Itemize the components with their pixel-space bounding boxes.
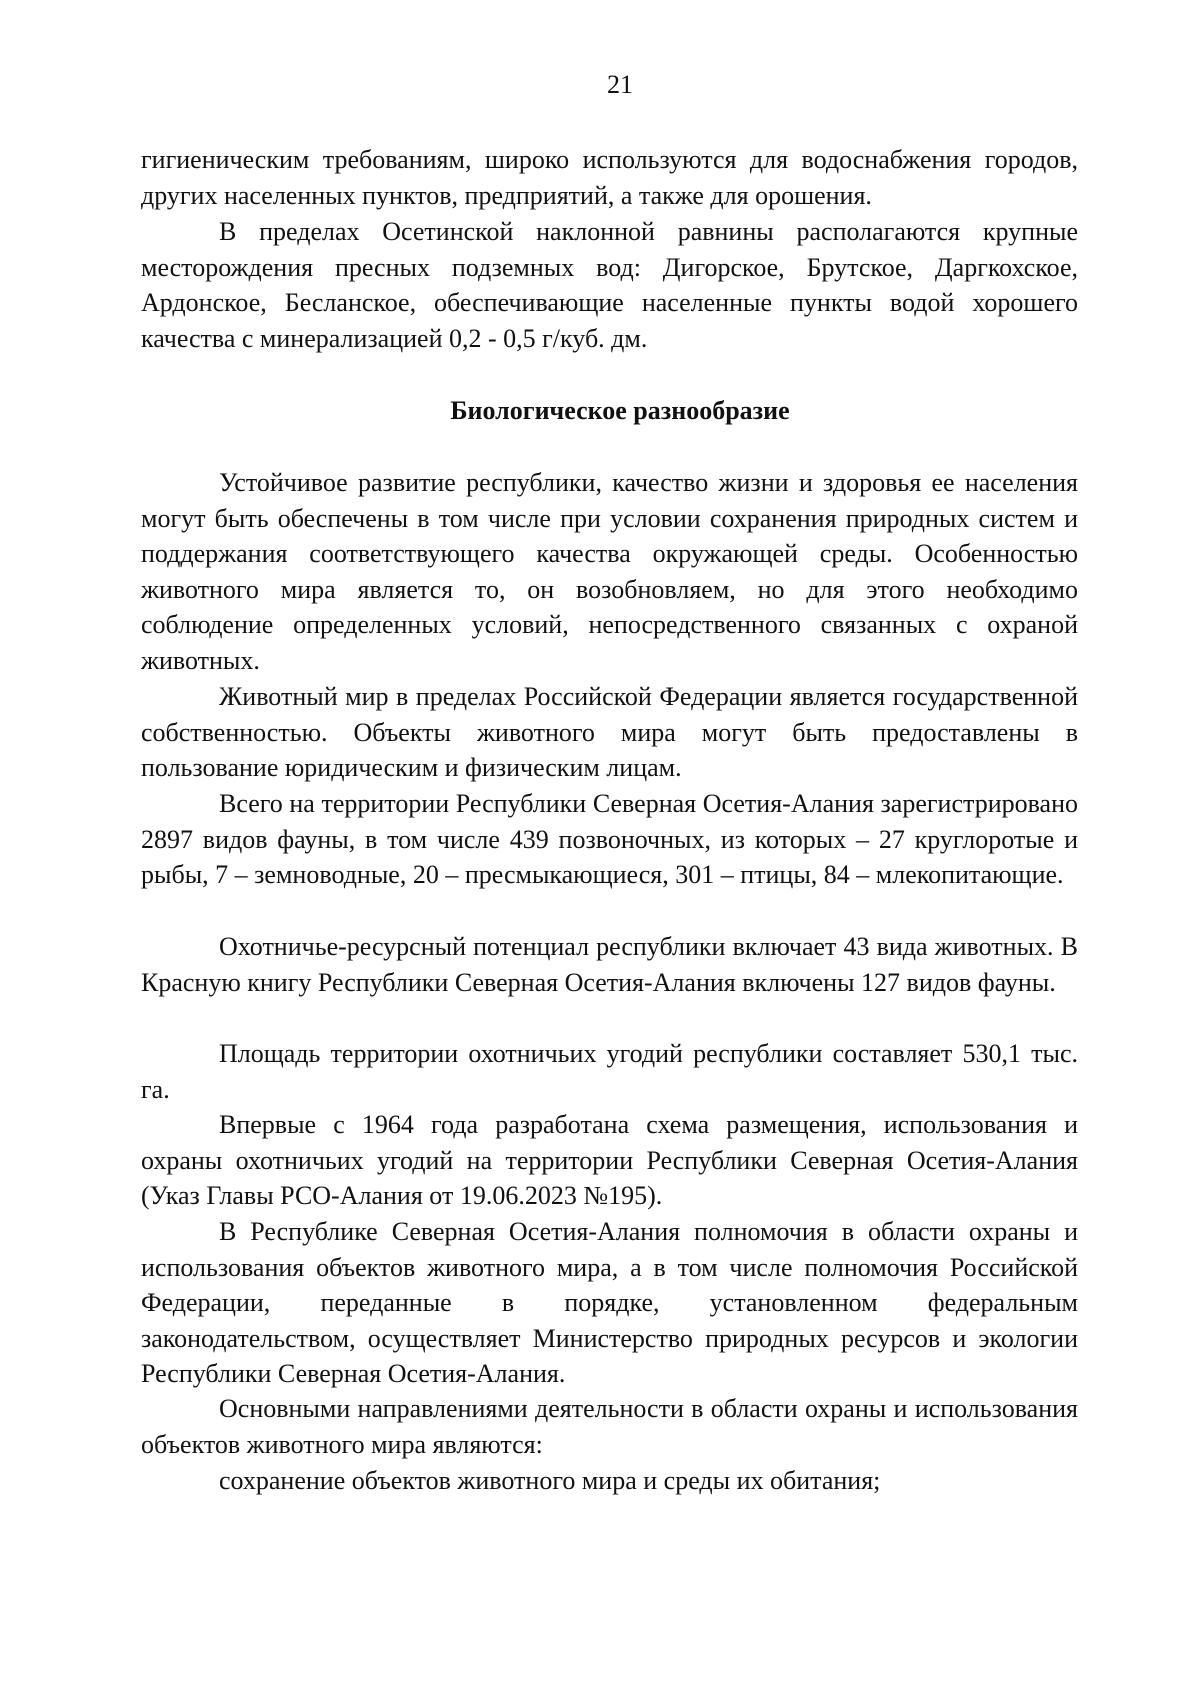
paragraph-water-use: гигиеническим требованиям, широко используются для водоснабжения городов, других населенных пунктов, предприятий, а также для орошения.	[141, 145, 1078, 210]
paragraph-groundwater-deposits: В пределах Осетинской наклонной равнины располагаются крупные месторождения пресных подземных вод: Дигорское, Брутское, Даргкохское, Ардонское, Бесланское, обеспечивающие населенные пункты водой хорошего качества с минерализацией 0,2 - 0,5 г/куб. дм.	[141, 217, 1078, 353]
list-item-preservation: сохранение объектов животного мира и среды их обитания;	[219, 1466, 881, 1495]
paragraph-state-ownership: Животный мир в пределах Российской Федерации является государственной собственностью. Объекты животного мира могут быть предоставлены в пользование юридическим и физическим лицам.	[141, 682, 1078, 782]
paragraph-fauna-statistics: Всего на территории Республики Северная Осетия-Алания зарегистрировано 2897 видов фауны, в том числе 439 позвоночных, из которых – 27 круглоротые и рыбы, 7 – земноводные, 20 – пресмыкающиеся, 301 – птицы, 84 – млекопитающие.	[141, 789, 1078, 889]
paragraph-hunting-scheme: Впервые с 1964 года разработана схема размещения, использования и охраны охотничьих угодий на территории Республики Северная Осетия-Алания (Указ Главы РСО-Алания от 19.06.2023 №195).	[141, 1110, 1078, 1210]
paragraph-main-directions: Основными направлениями деятельности в области охраны и использования объектов животного мира являются:	[141, 1394, 1078, 1459]
page-number: 21	[607, 70, 633, 99]
paragraph-hunting-potential: Охотничье-ресурсный потенциал республики включает 43 вида животных. В Красную книгу Республики Северная Осетия-Алания включены 127 видов фауны.	[141, 932, 1078, 997]
paragraph-hunting-area: Площадь территории охотничьих угодий республики составляет 530,1 тыс. га.	[141, 1039, 1078, 1104]
paragraph-ministry-powers: В Республике Северная Осетия-Алания полномочия в области охраны и использования объектов животного мира, а в том числе полномочия Российской Федерации, переданные в порядке, установленном федеральным законодательством, осуществляет Министерство природных ресурсов и экологии Республики Северная Осетия-Алания.	[141, 1217, 1078, 1388]
section-heading: Биологическое разнообразие	[450, 396, 790, 425]
paragraph-sustainable-development: Устойчивое развитие республики, качество жизни и здоровья ее населения могут быть обеспечены в том числе при условии сохранения природных систем и поддержания соответствующего качества окружающей среды. Особенностью животного мира является то, он возобновляем, но для этого необходимо соблюдение определенных условий, непосредственного связанных с охраной животных.	[141, 468, 1078, 675]
